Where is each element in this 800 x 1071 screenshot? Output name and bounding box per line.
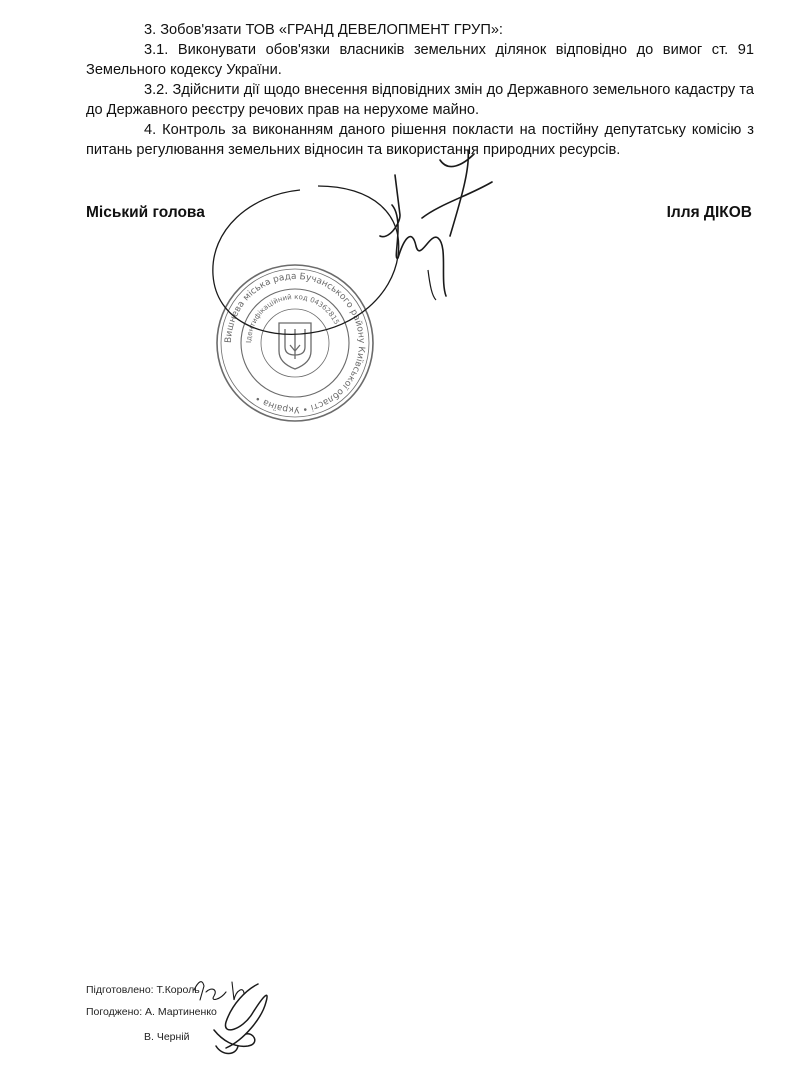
signatory-position: Міський голова bbox=[86, 204, 205, 221]
prepared-initials bbox=[194, 982, 244, 1000]
seal-inner-text: Ідентифікаційний код 04362815 bbox=[244, 292, 341, 344]
signature-loop bbox=[213, 186, 399, 334]
seal-ring-text: Вишнева міська рада Бучанського району Київської області • Україна • bbox=[223, 271, 367, 415]
agreed-signature bbox=[214, 984, 267, 1054]
signatory-name: Ілля ДІКОВ bbox=[666, 204, 752, 221]
paragraph-3: 3. Зобов'язати ТОВ «ГРАНД ДЕВЕЛОПМЕНТ ГРУП»: bbox=[144, 22, 503, 38]
mayor-signature bbox=[380, 150, 492, 296]
agreed-by-second: В. Черній bbox=[144, 1031, 190, 1043]
prepared-by: Підготовлено: Т.Король bbox=[86, 984, 200, 996]
paragraph-3-1: 3.1. Виконувати обов'язки власників земельних ділянок відповідно до вимог ст. 91 Земельного кодексу України. bbox=[86, 42, 754, 78]
paragraph-3-2: 3.2. Здійснити дії щодо внесення відповідних змін до Державного земельного кадастру та до Державного реєстру речових прав на нерухоме майно. bbox=[86, 82, 754, 118]
paragraph-4: 4. Контроль за виконанням даного рішення покласти на постійну депутатську комісію з питань регулювання земельних відносин та використання природних ресурсів. bbox=[86, 122, 754, 158]
agreed-by: Погоджено: А. Мартиненко bbox=[86, 1006, 217, 1018]
